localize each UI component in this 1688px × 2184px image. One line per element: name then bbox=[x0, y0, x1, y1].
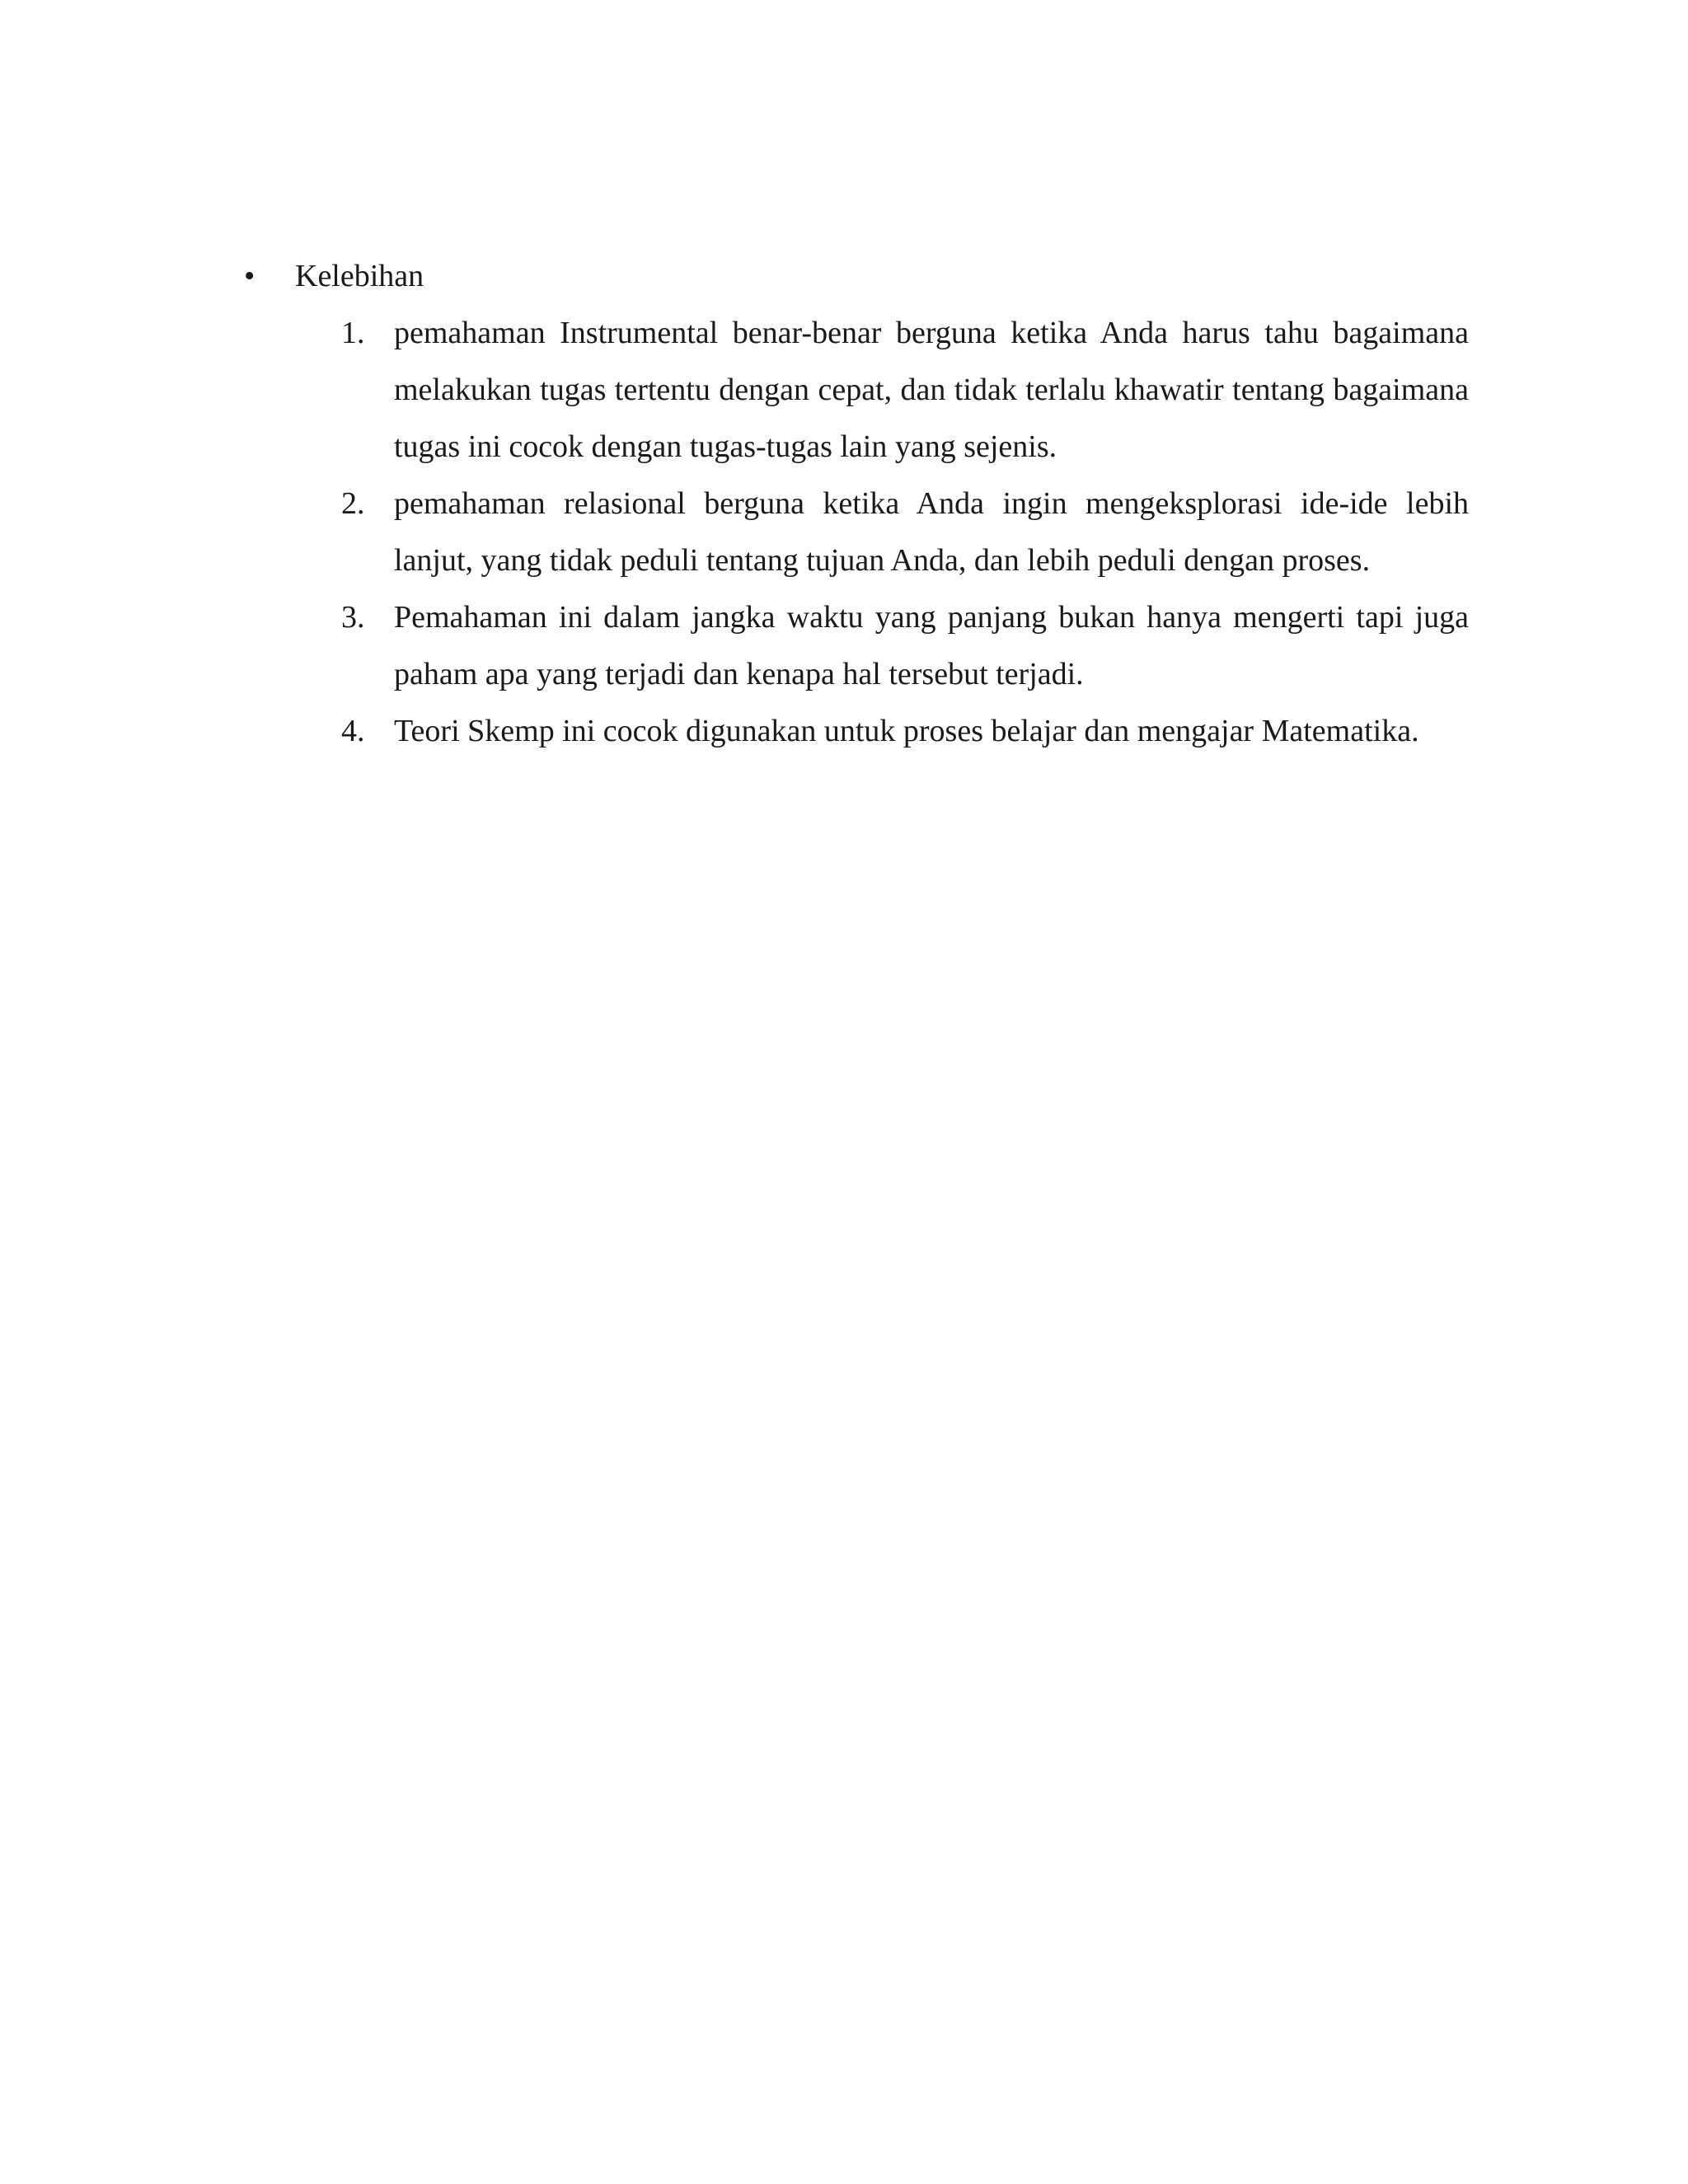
list-item-text: pemahaman relasional berguna ketika Anda ingin mengeksplorasi ide-ide lebih lanjut, yang tidak peduli tentang tujuan Anda, dan lebih peduli dengan proses. bbox=[394, 486, 1469, 578]
list-item bbox=[244, 589, 1469, 703]
list-item-number: 2. bbox=[341, 486, 365, 521]
document-content bbox=[244, 247, 1469, 760]
list-item bbox=[244, 476, 1469, 589]
list-item-text: Pemahaman ini dalam jangka waktu yang panjang bukan hanya mengerti tapi juga paham apa yang terjadi dan kenapa hal tersebut terjadi. bbox=[394, 600, 1469, 691]
list-item-number: 4. bbox=[341, 714, 365, 748]
bullet-heading-row bbox=[244, 247, 1469, 305]
list-item-number: 1. bbox=[341, 316, 365, 350]
section-heading: Kelebihan bbox=[295, 259, 424, 293]
bullet-icon: • bbox=[244, 259, 256, 293]
numbered-list bbox=[244, 305, 1469, 760]
list-item bbox=[244, 305, 1469, 476]
list-item-number: 3. bbox=[341, 600, 365, 635]
list-item-text: pemahaman Instrumental benar-benar berguna ketika Anda harus tahu bagaimana melakukan tugas tertentu dengan cepat, dan tidak terlalu khawatir tentang bagaimana tugas ini cocok dengan tugas-tugas lain yang sejenis. bbox=[394, 316, 1469, 464]
list-item-text: Teori Skemp ini cocok digunakan untuk proses belajar dan mengajar Matematika. bbox=[394, 714, 1419, 748]
list-item bbox=[244, 703, 1469, 760]
